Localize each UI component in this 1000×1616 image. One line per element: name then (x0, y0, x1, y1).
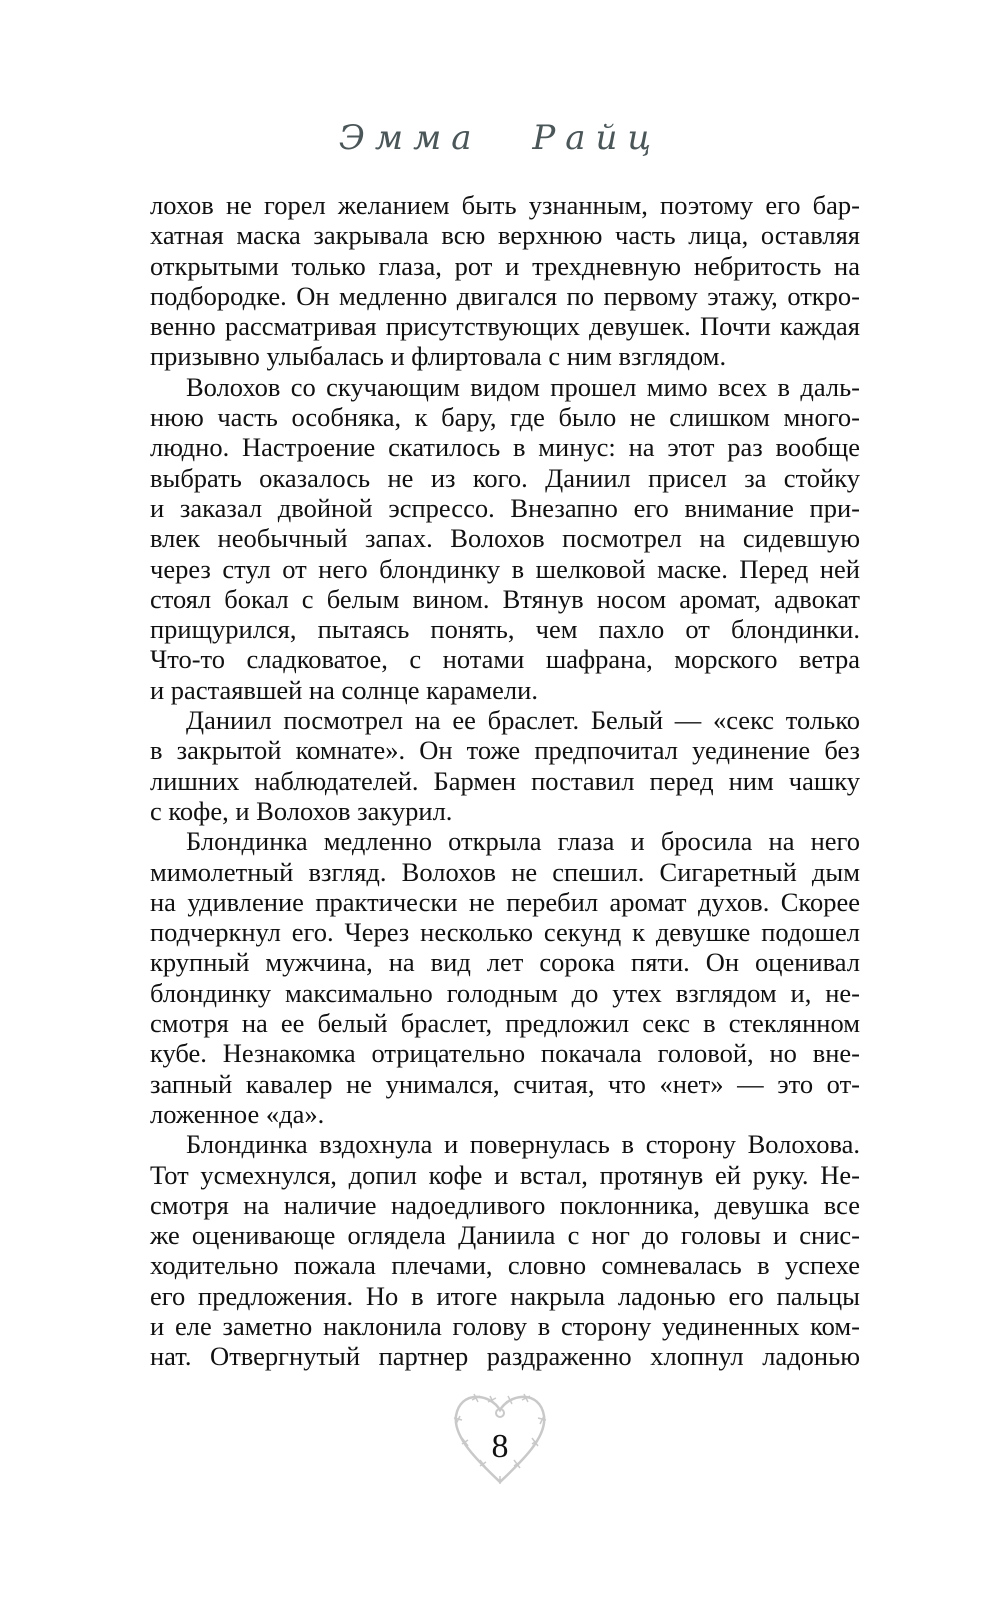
text-line: с кофе, и Волохов закурил. (150, 795, 453, 826)
text-line: Даниил посмотрел на ее браслет. Белый — «секс только (186, 705, 860, 736)
paragraph (150, 705, 860, 826)
text-line: лохов не горел желанием быть узнанным, поэтому его бар- (150, 190, 860, 220)
text-line: Что-то сладковатое, с нотами шафрана, морского ветра (150, 644, 860, 675)
text-line: людно. Настроение скатилось в минус: на этот раз вообще (150, 432, 860, 463)
text-line: же оценивающе оглядела Даниила с ног до головы и снис- (150, 1220, 860, 1251)
text-line: на удивление практически не перебил аромат духов. Скорее (150, 886, 860, 917)
text-line: крупный мужчина, на вид лет сорока пяти. Он оценивал (150, 947, 860, 978)
text-line: и растаявшей на солнце карамели. (150, 674, 538, 705)
paragraph (150, 1129, 860, 1371)
text-line: Волохов со скучающим видом прошел мимо всех в даль- (186, 371, 860, 402)
text-line: влек необычный запах. Волохов посмотрел на сидевшую (150, 523, 860, 554)
text-line: кубе. Незнакомка отрицательно покачала головой, но вне- (150, 1038, 860, 1069)
text-line: нат. Отвергнутый партнер раздраженно хлопнул ладонью (150, 1341, 860, 1372)
text-line: призывно улыбалась и флиртовала с ним взглядом. (150, 341, 727, 372)
text-line: подчеркнул его. Через несколько секунд к девушке подошел (150, 917, 860, 948)
paragraph (150, 190, 860, 372)
text-line: запный кавалер не унимался, считая, что «нет» — это от- (150, 1068, 860, 1099)
text-line: Блондинка вздохнула и повернулась в сторону Волохова. (186, 1129, 860, 1160)
text-line: его предложения. Но в итоге накрыла ладонью его пальцы (150, 1280, 860, 1311)
body-text (150, 190, 860, 1372)
text-line: прищурился, пытаясь понять, чем пахло от блондинки. (150, 614, 860, 645)
text-line: через стул от него блондинку в шелковой маске. Перед ней (150, 553, 860, 584)
page-number: 8 (491, 1428, 509, 1465)
running-header-author: Эмма Райц (338, 118, 662, 158)
text-line: ходительно пожала плечами, словно сомневалась в успехе (150, 1250, 860, 1281)
text-line: открытыми только глаза, рот и трехдневную небритость на (150, 250, 860, 281)
text-line: блондинку максимально голодным до утех взглядом и, не- (150, 977, 860, 1008)
text-line: подбородке. Он медленно двигался по первому этажу, откро- (150, 280, 860, 311)
text-line: и заказал двойной эспрессо. Внезапно его внимание при- (150, 492, 860, 523)
page-footer (450, 1388, 550, 1488)
text-line: ложенное «да». (150, 1098, 325, 1129)
text-line: Тот усмехнулся, допил кофе и встал, протянув ей руку. Не- (150, 1159, 860, 1190)
text-line: выбрать оказалось не из кого. Даниил присел за стойку (150, 462, 860, 493)
text-line: хатная маска закрывала всю верхнюю часть лица, оставляя (150, 220, 860, 251)
text-line: в закрытой комнате». Он тоже предпочитал уединение без (150, 735, 860, 766)
text-line: Блондинка медленно открыла глаза и бросила на него (186, 826, 860, 857)
text-line: лишних наблюдателей. Бармен поставил перед ним чашку (150, 765, 860, 796)
text-line: нюю часть особняка, к бару, где было не слишком много- (150, 402, 860, 433)
text-line: венно рассматривая присутствующих девушек. Почти каждая (150, 311, 860, 342)
text-line: мимолетный взгляд. Волохов не спешил. Сигаретный дым (150, 856, 860, 887)
text-line: смотря на ее белый браслет, предложил секс в стеклянном (150, 1008, 860, 1039)
text-line: стоял бокал с белым вином. Втянув носом аромат, адвокат (150, 583, 860, 614)
text-line: и еле заметно наклонила голову в сторону уединенных ком- (150, 1310, 860, 1341)
paragraph (150, 826, 860, 1129)
text-line: смотря на наличие надоедливого поклонника, девушка все (150, 1189, 860, 1220)
paragraph (150, 372, 860, 705)
